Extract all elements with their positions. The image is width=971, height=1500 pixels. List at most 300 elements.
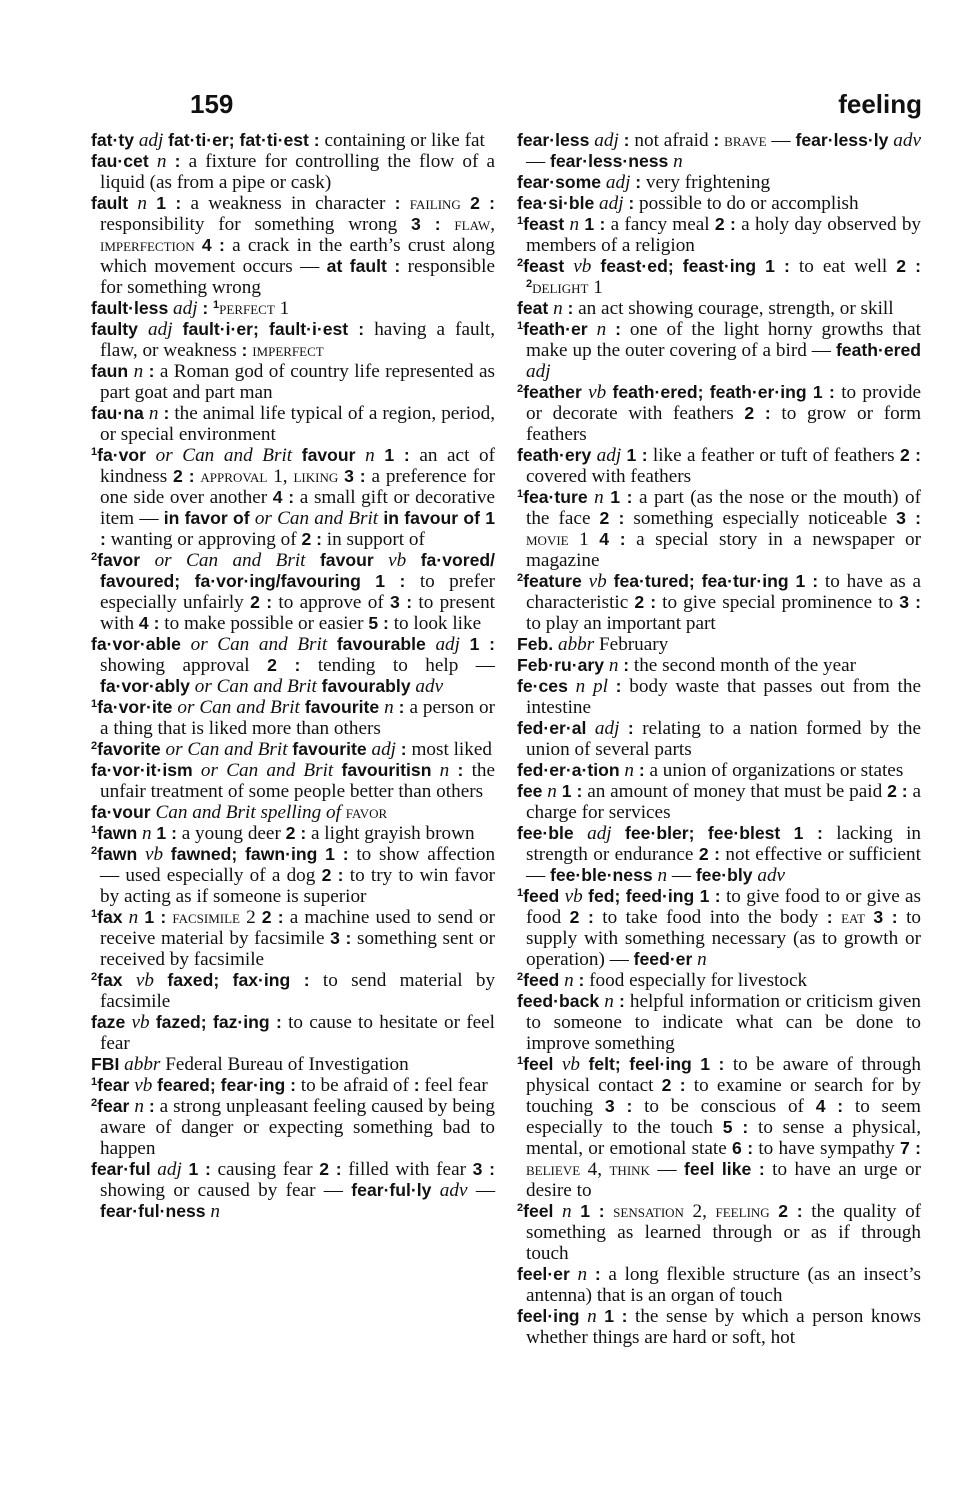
entry-bold-text: fee·ble	[517, 823, 574, 843]
entry-bold-text: 1 :	[188, 1159, 211, 1179]
entry-bold-text: feel·ing	[517, 1306, 580, 1326]
entry-italic-label: or Can and Brit	[190, 634, 328, 655]
entry-text: Federal Bureau of Investigation	[160, 1054, 409, 1075]
entry-bold-text: :	[826, 907, 833, 927]
entry-text	[612, 823, 625, 844]
entry-bold-text: :	[615, 676, 622, 696]
entry-cross-reference: eat	[841, 907, 865, 928]
entry-bold-text: 2 :	[173, 466, 195, 486]
entry-text: an act showing courage, strength, or skill	[573, 298, 894, 319]
entry-bold-text: feat	[517, 298, 549, 318]
entry-text: to be conscious of	[632, 1096, 816, 1117]
entry-bold-text: fear·some	[517, 172, 602, 192]
entry-cross-reference: movie	[526, 529, 569, 550]
entry-text: —	[467, 1180, 496, 1201]
entry-bold-text: feed	[523, 886, 560, 906]
entry-text: an act of kindness	[100, 445, 495, 487]
entry-italic-label: n	[673, 151, 683, 172]
entry-bold-text: :	[400, 739, 407, 759]
entry-bold-text: fax	[97, 907, 123, 927]
entry-bold-text: FBI	[91, 1054, 120, 1074]
entry-text	[564, 256, 573, 277]
entry-text: 1	[568, 529, 600, 550]
homograph-number: 1	[517, 214, 524, 227]
entry-bold-text: 2 :	[285, 823, 307, 843]
dictionary-entry	[91, 130, 495, 151]
entry-text: to eat well	[789, 256, 897, 277]
entry-bold-text: fear·ful	[91, 1159, 151, 1179]
entry-text	[570, 1264, 578, 1285]
entry-italic-label: n	[553, 298, 563, 319]
entry-bold-text: 1 :	[765, 256, 790, 276]
entry-bold-text: fazed; faz·ing :	[155, 1012, 282, 1032]
entry-italic-label: adj	[596, 445, 622, 466]
entry-bold-text: 3 :	[873, 907, 898, 927]
dictionary-entry	[91, 1012, 495, 1054]
entry-bold-text: fat·ty	[91, 130, 135, 150]
entry-text: —	[649, 1159, 685, 1180]
entry-bold-text: 4 :	[815, 1096, 844, 1116]
entry-text	[619, 718, 627, 739]
entry-italic-label: adv	[415, 676, 444, 697]
entry-bold-text: fear·less	[517, 130, 590, 150]
homograph-number: 1	[517, 319, 524, 332]
entry-text	[166, 151, 174, 172]
entry-bold-text: fear	[97, 1096, 130, 1116]
entry-text: a charge for services	[526, 781, 922, 823]
left-column	[91, 130, 495, 1222]
dictionary-entry	[517, 823, 921, 886]
entry-text: not effective or sufficient —	[526, 844, 921, 886]
entry-bold-text: feath·ered	[835, 340, 921, 360]
page-header	[0, 86, 971, 126]
entry-bold-text: :	[398, 697, 405, 717]
entry-text: to seem especially to the touch	[526, 1096, 921, 1138]
entry-bold-text: fee·ble·ness	[549, 865, 653, 885]
entry-text: to be afraid of	[295, 1075, 414, 1096]
entry-italic-label: adj	[594, 718, 620, 739]
entry-bold-text: :	[628, 193, 635, 213]
entry-bold-text: 2 :	[698, 844, 720, 864]
entry-text: 2,	[683, 1201, 716, 1222]
entry-text: —	[766, 130, 796, 151]
entry-bold-text: fawn	[97, 844, 138, 864]
entry-bold-text: fawn	[97, 823, 138, 843]
entry-italic-label: n	[137, 193, 147, 214]
dictionary-entry	[91, 907, 495, 970]
entry-bold-text: fee·bler; fee·blest	[625, 823, 781, 843]
entry-italic-label: n	[564, 970, 574, 991]
entry-bold-text: 3 :	[472, 1159, 496, 1179]
entry-cross-reference: failing	[409, 193, 461, 214]
entry-italic-label: n	[569, 214, 580, 235]
entry-bold-text: felt; feel·ing	[588, 1054, 692, 1074]
entry-text: helpful information or criticism given to someone to indicate what can be done to improve something	[526, 991, 922, 1054]
entry-text	[574, 823, 587, 844]
entry-text	[582, 571, 589, 592]
entry-bold-text: feared; fear·ing :	[157, 1075, 296, 1095]
entry-bold-text: feel like :	[684, 1159, 765, 1179]
entry-italic-label: n	[134, 1096, 144, 1117]
entry-text	[426, 634, 436, 655]
entry-bold-text: :	[174, 151, 181, 171]
entry-text	[460, 634, 470, 655]
entry-text: relating to a nation formed by the union of several parts	[526, 718, 922, 760]
entry-italic-label: adj	[173, 298, 198, 319]
entry-text	[588, 319, 597, 340]
entry-bold-text: 1 :	[795, 571, 819, 591]
dictionary-entry	[91, 1159, 495, 1222]
entry-text: to prefer especially unfairly	[100, 571, 495, 613]
entry-bold-text: faulty	[91, 319, 138, 339]
entry-bold-text: :	[594, 1264, 601, 1284]
entry-bold-text: feel	[523, 1054, 554, 1074]
entry-text: an amount of money that must be paid	[582, 781, 888, 802]
entry-cross-reference: delight	[532, 277, 589, 298]
dictionary-entry	[517, 256, 921, 298]
dictionary-entry	[517, 1264, 921, 1306]
entry-text: showing approval	[100, 655, 268, 676]
entry-italic-label: vb	[564, 886, 583, 907]
entry-bold-text: fau·na	[91, 403, 144, 423]
entry-bold-text: at fault :	[326, 256, 401, 276]
entry-italic-label: adv	[439, 1180, 468, 1201]
dictionary-entry	[517, 172, 921, 193]
entry-italic-label: vb	[588, 571, 607, 592]
entry-text	[449, 760, 457, 781]
entry-bold-text: :	[618, 991, 625, 1011]
entry-text	[572, 1201, 581, 1222]
entry-text	[770, 1201, 779, 1222]
entry-cross-reference: facsimile	[172, 907, 240, 928]
dictionary-entry	[91, 193, 495, 298]
entry-bold-text: favor	[97, 550, 141, 570]
entry-text	[608, 676, 616, 697]
entry-italic-label: or Can and Brit	[155, 445, 293, 466]
homograph-number: 1	[517, 487, 524, 500]
entry-bold-text: 7 :	[899, 1138, 921, 1158]
dictionary-entry	[517, 655, 921, 676]
entry-text	[441, 214, 455, 235]
entry-bold-text: 1 :	[700, 1054, 725, 1074]
homograph-number: 1	[91, 1075, 98, 1088]
entry-text	[317, 844, 325, 865]
entry-italic-label: vb	[573, 256, 592, 277]
entry-italic-label: vb	[144, 844, 164, 865]
dictionary-entry	[91, 1075, 495, 1096]
dictionary-entry	[91, 802, 495, 823]
entry-text	[361, 571, 375, 592]
entry-text: 1	[588, 277, 603, 298]
entry-bold-text: 3 :	[604, 1096, 633, 1116]
entry-bold-text: fa·vour	[91, 802, 151, 822]
entry-bold-text: :	[394, 193, 401, 213]
entry-italic-label: or Can and Brit	[165, 739, 288, 760]
entry-text: having a fault, flaw, or weakness	[100, 319, 496, 361]
entry-text	[606, 319, 615, 340]
entry-italic-label: n	[210, 1201, 220, 1222]
entry-bold-text: feed·back	[517, 991, 600, 1011]
entry-cross-reference: feeling	[715, 1201, 770, 1222]
entry-bold-text: feast·ed; feast·ing	[600, 256, 757, 276]
entry-bold-text: 1 :	[580, 1201, 605, 1221]
entry-bold-text: favourably	[321, 676, 411, 696]
entry-italic-label: or Can and Brit	[254, 508, 379, 529]
entry-italic-label: or Can and Brit	[200, 760, 334, 781]
entry-text: a strong unpleasant feeling caused by being aware of danger or expecting something bad to happen	[100, 1096, 495, 1159]
entry-bold-text: 3 :	[344, 466, 366, 486]
entry-text: something especially noticeable	[624, 508, 897, 529]
homograph-number: 2	[517, 571, 524, 584]
entry-text: like a feather or tuft of feathers	[647, 445, 900, 466]
entry-bold-text: faun	[91, 361, 129, 381]
dictionary-entry	[517, 487, 921, 571]
entry-bold-text: 4 :	[138, 613, 160, 633]
entry-bold-text: 1 :	[156, 823, 177, 843]
entry-italic-label: n	[128, 907, 139, 928]
entry-text: the second month of the year	[629, 655, 857, 676]
homograph-number: 1	[91, 697, 98, 710]
entry-italic-label: or Can and Brit	[154, 550, 306, 571]
entry-text	[128, 193, 137, 214]
dictionary-entry	[517, 781, 921, 823]
entry-italic-label: n	[133, 361, 144, 382]
entry-bold-text: 3 :	[896, 508, 921, 528]
entry-bold-text: 4 :	[272, 487, 295, 507]
entry-bold-text: :	[163, 403, 170, 423]
entry-bold-text: favouritisn	[341, 760, 432, 780]
entry-bold-text: 3 :	[899, 592, 921, 612]
entry-text: in support of	[321, 529, 425, 550]
entry-bold-text: 3 :	[390, 592, 413, 612]
page-number: 159	[190, 89, 234, 119]
entry-bold-text: 2 :	[321, 865, 344, 885]
entry-bold-text: 2 :	[714, 214, 736, 234]
entry-bold-text: :	[623, 130, 630, 150]
entry-text: responsibility for something wrong	[100, 214, 412, 235]
entry-cross-reference: flaw, imperfection	[100, 214, 495, 256]
entry-text: to provide or decorate with feathers	[526, 382, 922, 424]
entry-bold-text: feast	[523, 214, 565, 234]
entry-italic-label: n	[624, 760, 635, 781]
entry-bold-text: 2 :	[634, 592, 657, 612]
entry-text: —	[526, 151, 550, 172]
entry-text: a crack in the earth’s crust along which movement occurs —	[100, 235, 495, 277]
entry-text: to make possible or easier	[159, 613, 369, 634]
entry-italic-label: adj	[371, 739, 396, 760]
entry-bold-text: favourable	[336, 634, 426, 654]
entry-text	[586, 718, 594, 739]
entry-text	[123, 970, 136, 991]
dictionary-entry	[91, 760, 495, 802]
entry-text	[833, 907, 841, 928]
entry-text: to approve of	[272, 592, 391, 613]
entry-text: February	[594, 634, 669, 655]
entry-text: to have as a characteristic	[526, 571, 922, 613]
entry-text	[306, 550, 320, 571]
entry-bold-text: fax	[97, 970, 123, 990]
entry-text: a Roman god of country life represented as part goat and part man	[100, 361, 496, 403]
entry-text: a person or a thing that is liked more than others	[100, 697, 496, 739]
entry-bold-text: 6 :	[732, 1138, 754, 1158]
entry-text: the sense by which a person knows whether things are hard or soft, hot	[526, 1306, 922, 1348]
entry-italic-label: n	[594, 487, 604, 508]
entry-text	[195, 235, 202, 256]
entry-italic-label: vb	[588, 382, 607, 403]
entry-bold-text: in favour of	[383, 508, 480, 528]
entry-text: a preference for one side over another	[100, 466, 495, 508]
entry-text: a fancy meal	[605, 214, 715, 235]
entry-text: to cause to hesitate or feel fear	[100, 1012, 496, 1054]
dictionary-entry	[517, 1306, 921, 1348]
entry-text: to have an urge or desire to	[526, 1159, 921, 1201]
dictionary-entry	[91, 445, 495, 550]
entry-bold-text: fa·vor·able	[91, 634, 181, 654]
entry-bold-text: Feb.	[517, 634, 554, 654]
entry-italic-label: n	[697, 949, 707, 970]
entry-text	[173, 319, 183, 340]
right-column	[517, 130, 921, 1348]
entry-bold-text: fawned; fawn·ing	[170, 844, 318, 864]
homograph-number: 2	[526, 277, 533, 290]
homograph-number: 2	[91, 739, 98, 752]
entry-bold-text: fea·si·ble	[517, 193, 595, 213]
entry-italic-label: adj	[599, 193, 624, 214]
entry-text	[140, 550, 154, 571]
entry-text: food especially for livestock	[584, 970, 808, 991]
entry-text: a part (as the nose or the mouth) of the face	[526, 487, 922, 529]
dictionary-entry	[517, 718, 921, 760]
entry-italic-label: adv	[893, 130, 921, 151]
dictionary-entry	[91, 550, 495, 634]
entry-bold-text: fa·vor	[97, 445, 147, 465]
entry-bold-text: 2 :	[319, 1159, 342, 1179]
entry-italic-label: n	[596, 319, 607, 340]
entry-text	[356, 445, 366, 466]
entry-text	[181, 634, 191, 655]
entry-text: covered with feathers	[526, 466, 692, 487]
entry-cross-reference: brave	[724, 130, 767, 151]
entry-italic-label: abbr	[124, 1054, 161, 1075]
entry-cross-reference: perfect	[219, 298, 275, 319]
entry-bold-text: fea·ture	[523, 487, 588, 507]
entry-cross-reference: think	[609, 1159, 650, 1180]
entry-italic-label: adj	[435, 634, 460, 655]
entry-bold-text: feast	[523, 256, 565, 276]
entry-bold-text: 4 :	[201, 235, 225, 255]
entry-bold-text: fee	[517, 781, 543, 801]
entry-text: to give food to or give as food	[526, 886, 922, 928]
entry-cross-reference: sensation	[613, 1201, 684, 1222]
entry-bold-text: favour	[301, 445, 356, 465]
entry-text: to examine or search for by touching	[526, 1075, 921, 1117]
entry-text: causing fear	[210, 1159, 320, 1180]
entry-bold-text: 2 :	[250, 592, 273, 612]
entry-text: wanting or approving of	[105, 529, 302, 550]
entry-bold-text: fear·less·ly	[795, 130, 889, 150]
entry-italic-label: n	[562, 1201, 572, 1222]
entry-italic-label: abbr	[557, 634, 595, 655]
entry-text	[375, 445, 385, 466]
dictionary-entry	[517, 298, 921, 319]
entry-bold-text: favourite	[292, 739, 367, 759]
entry-italic-label: adj	[157, 1159, 182, 1180]
homograph-number: 2	[517, 256, 524, 269]
dictionary-entry	[91, 151, 495, 193]
dictionary-entry	[91, 403, 495, 445]
entry-italic-label: adj	[526, 361, 551, 382]
entry-bold-text: feel	[523, 1201, 554, 1221]
dictionary-entry	[91, 298, 495, 319]
entry-bold-text: :	[457, 760, 464, 780]
entry-bold-text: :	[148, 1096, 155, 1116]
entry-bold-text: 1 :	[156, 193, 182, 213]
dictionary-entry	[517, 319, 921, 382]
dictionary-entry	[517, 1054, 921, 1201]
dictionary-entry	[517, 382, 921, 445]
entry-text: to present with	[100, 592, 495, 634]
entry-italic-label: vb	[131, 1012, 150, 1033]
entry-cross-reference: liking	[293, 466, 339, 487]
entry-text: 1,	[267, 466, 294, 487]
entry-bold-text: 1 :	[604, 1306, 628, 1326]
entry-bold-text: favour	[319, 550, 374, 570]
entry-text	[789, 571, 796, 592]
entry-text: to be aware of through physical contact	[526, 1054, 922, 1096]
entry-text: 2	[239, 907, 262, 928]
entry-text	[401, 193, 410, 214]
entry-text	[137, 844, 145, 865]
homograph-number: 1	[91, 907, 98, 920]
entry-bold-text: fa·vored/ favoured; fa·vor·ing/favouring	[100, 550, 495, 591]
entry-text: feel fear	[419, 1075, 488, 1096]
entry-text	[292, 445, 302, 466]
entry-text: most liked	[406, 739, 492, 760]
entry-text	[146, 445, 156, 466]
entry-italic-label: n	[439, 760, 450, 781]
dictionary-entry	[91, 361, 495, 403]
entry-bold-text: fed; feed·ing	[588, 886, 695, 906]
entry-italic-label: vb	[134, 1075, 153, 1096]
entry-text: 4,	[580, 1159, 610, 1180]
entry-text: to have sympathy	[753, 1138, 900, 1159]
entry-italic-label: adj	[594, 130, 619, 151]
entry-bold-text: fea·tured; fea·tur·ing	[613, 571, 789, 591]
entry-italic-label: n	[604, 991, 614, 1012]
entry-bold-text: feath·er	[523, 319, 588, 339]
entry-bold-text: 1 :	[100, 508, 495, 549]
entry-text: something sent or received by facsimile	[100, 928, 495, 970]
entry-bold-text: in favor of	[163, 508, 250, 528]
homograph-number: 2	[517, 382, 524, 395]
entry-text: to look like	[388, 613, 482, 634]
entry-text	[149, 151, 157, 172]
entry-text	[154, 970, 167, 991]
entry-text	[605, 1201, 614, 1222]
entry-bold-text: 2 :	[899, 445, 922, 465]
entry-bold-text: 1 :	[375, 571, 406, 591]
entry-italic-label: n	[547, 781, 557, 802]
entry-text	[431, 760, 439, 781]
entry-bold-text: 2 :	[470, 193, 496, 213]
entry-text: the animal life typical of a region, period, or special environment	[100, 403, 496, 445]
homograph-number: 1	[91, 823, 98, 836]
dictionary-entry	[517, 970, 921, 991]
entry-bold-text: :	[241, 340, 248, 360]
homograph-number: 2	[91, 550, 98, 563]
entry-text	[163, 844, 171, 865]
entry-bold-text: :	[202, 298, 209, 318]
